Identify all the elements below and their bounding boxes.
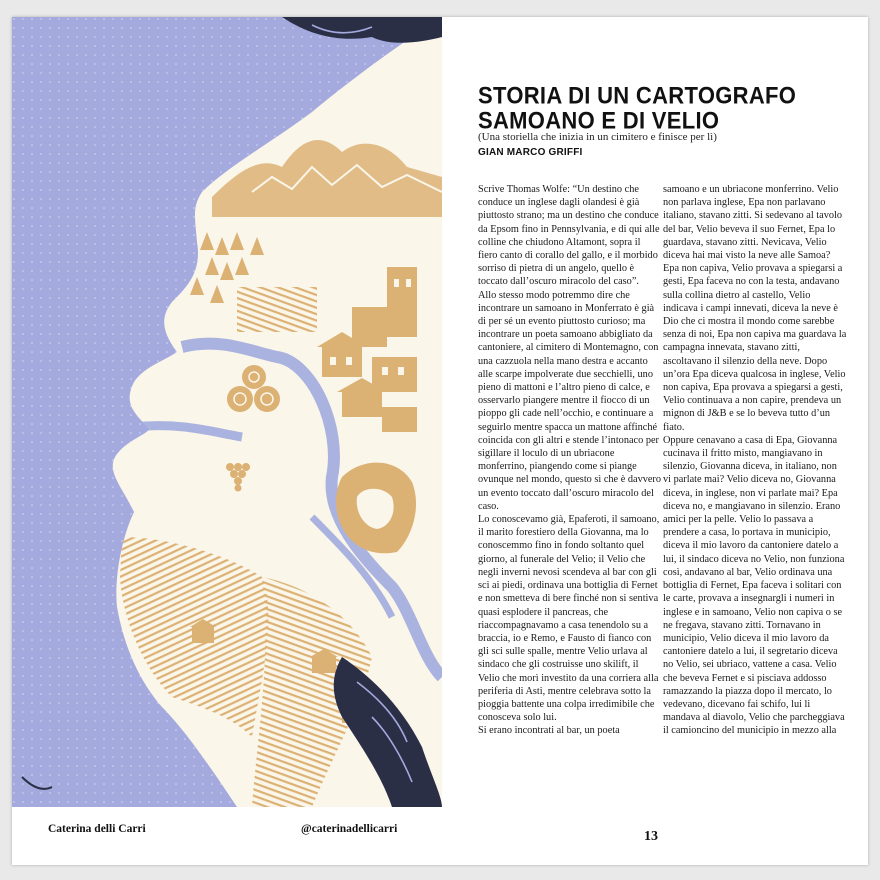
- text-column-1: [478, 183, 662, 738]
- article-author: GIAN MARCO GRIFFI: [478, 147, 583, 158]
- illustrator-credit: Caterina delli Carri: [48, 823, 146, 835]
- illustration-face-map: [12, 17, 442, 807]
- article-title-line-1: STORIA DI UN CARTOGRAFO: [478, 81, 797, 109]
- paragraph: Allo stesso modo potremmo dire che incontrare un samoano in Monferrato è già di per sé un evento piuttosto curioso; ma incontrare un poeta samoano abbigliato da cantoniere, al cimitero di Montemagno, con una cazzuola nella mano destra e accanto alle scarpe impolverate due secchielli, uno pieno di mattoni e l’altro pieno di calce, e osservarlo piangere mentre il fiocco di un pioppo gli cade nell’occhio, e continuare a seguirlo mentre spacca un mattone affinché coincida con gli altri e stende l’intonaco per sigillare il loculo di un ubriacone monferrino, piangendo come si piange ovunque nel mondo, questo sì che è davvero un evento toccato dall’oscuro miracolo del caso.: [478, 289, 662, 512]
- article-title: [478, 83, 848, 133]
- magazine-page: [12, 17, 868, 865]
- page-number: 13: [644, 829, 658, 844]
- paragraph: Oppure cenavano a casa di Epa, Giovanna cucinava il fritto misto, mangiavano in silenzio, Giovanna diceva, in italiano, non vi parlate mai? Velio diceva no, Giovanna diceva, in inglese, non vi parlate mai? Epa diceva no, e mangiavano in silenzio. Erano amici per la pelle. Velio lo passava a prendere a casa, lo portava in municipio, diceva il mio lavoro da cantoniere datelo a lui, il sindaco diceva no Velio, non funziona così, andavano al bar, Velio ordinava una bottiglia di Fernet, Epa faceva i solitari con le carte, provava a insegnargli i numeri in inglese e in samoano, Velio non capiva o se ne fregava, stavano zitti. Tornavano in municipio, Velio diceva il mio lavoro da cantoniere datelo a lui, il segretario diceva no Velio, sei ubriaco, vattene a casa. Velio che beveva Fernet e si pisciava addosso ramazzando la piazza dopo il mercato, lo vedevano, dicevano fai schifo, lui li mandava al diavolo, Velio che parcheggiava il camioncino del municipio in mezzo alla: [663, 434, 845, 737]
- paragraph: samoano e un ubriacone monferrino. Velio non parlava inglese, Epa non parlavano italiano, stavano zitti. Si sedevano al tavolo del bar, Velio beveva il suo Fernet, Epa lo guardava, stavano zitti. Nevicava, Velio diceva hai mai visto la neve alle Samoa? Epa non capiva, Velio provava a spiegarsi a gesti, Epa faceva no con la testa, andavano sulla collina dietro al castello, Velio indicava i campi innevati, diceva la neve è Dio che ci mostra il mondo come sarebbe senza di noi, Epa non capiva ma guardava la campagna innevata, stavano zitti, ascoltavano il silenzio della neve. Dopo un’ora Epa diceva qualcosa in inglese, Velio non capiva, Epa provava a spiegarsi a gesti, Velio continuava a non capire, prendeva un mignon di J&B e se lo beveva tutto d’un fiato.: [663, 184, 847, 433]
- paragraph: Lo conoscevamo già, Epaferoti, il samoano, il marito forestiero della Giovanna, ma lo conoscemmo fino in fondo soltanto quel giorno, al funerale del Velio; il Velio che negli inverni nevosi scendeva al bar con gli sci ai piedi, ordinava una bottiglia di Fernet e non smetteva di bere finché non si sentiva quasi esplodere il pancreas, che riaccompagnavamo a casa tenendolo su a braccia, io e Remo, e Fausto di fianco con gli sci sulle spalle, mentre Velio urlava al sindaco che gli costruisse uno skilift, il Velio che morì investito da una corriera alla periferia di Asti, mentre celebrava sotto la pioggia battente una colpa irredimibile che conosceva solo lui.: [478, 514, 660, 724]
- paragraph: Si erano incontrati al bar, un poeta: [478, 725, 620, 737]
- text-column-2: [663, 183, 847, 738]
- article-title-line-2: SAMOANO E DI VELIO: [478, 106, 720, 134]
- illustrator-handle: @caterinadellicarri: [301, 823, 398, 835]
- paragraph: Scrive Thomas Wolfe: “Un destino che conduce un inglese dagli olandesi è già piuttosto strano; ma un destino che conduce da Epsom fino in Pennsylvania, e di qui alle colline che chiudono Altamont, sopra il fiero canto di corallo del gallo, e il morbido sorriso di pietra di un angelo, quello è toccato dall’oscuro miracolo del caso”.: [478, 184, 660, 288]
- article-subtitle: (Una storiella che inizia in un cimitero e finisce per lì): [478, 131, 717, 143]
- illustration-svg: [12, 17, 442, 807]
